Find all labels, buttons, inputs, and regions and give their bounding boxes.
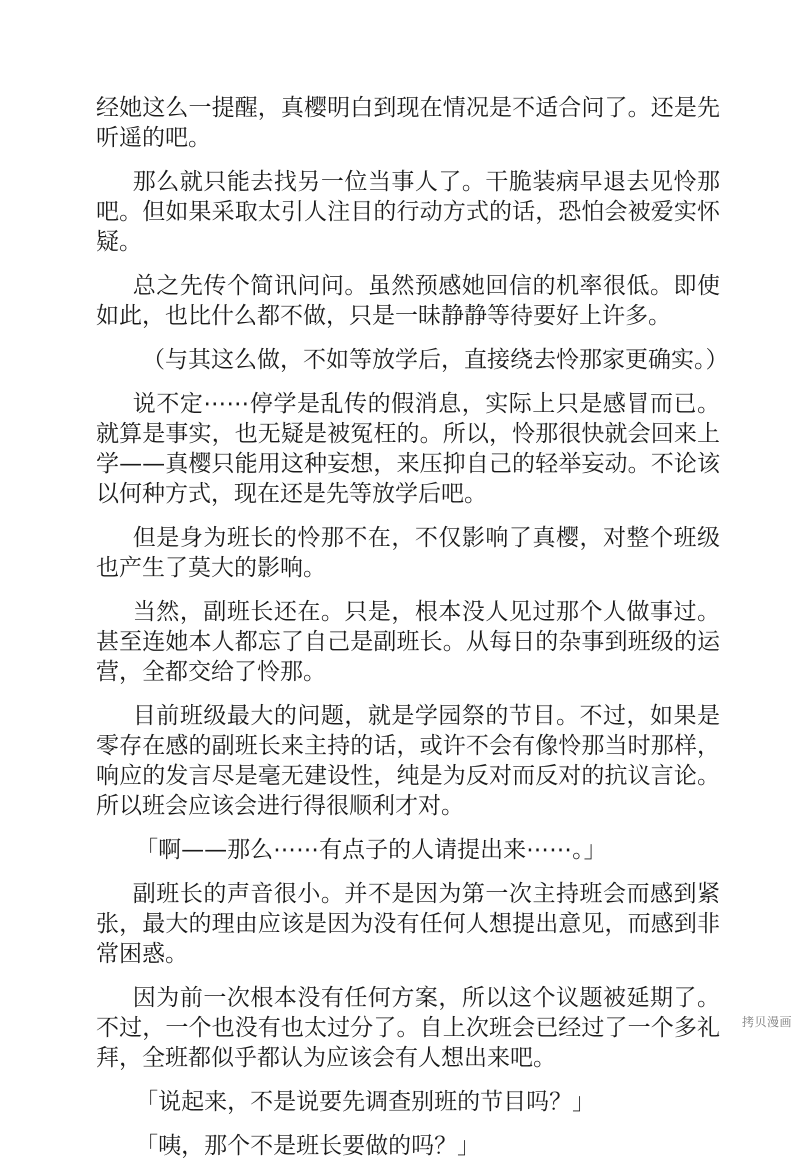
watermark: 拷贝漫画 bbox=[741, 1015, 792, 1029]
paragraph-2: 那么就只能去找另一位当事人了。干脆装病早退去见怜那吧。但如果采取太引人注目的行动方式的话，恐怕会被爱实怀疑。 bbox=[96, 169, 720, 255]
paragraph-7: 当然，副班长还在。只是，根本没人见过那个人做事过。甚至连她本人都忘了自己是副班长。从每日的杂事到班级的运营，全都交给了怜那。 bbox=[96, 599, 720, 685]
paragraph-11: 因为前一次根本没有任何方案，所以这个议题被延期了。不过，一个也没有也太过分了。自上次班会已经过了一个多礼拜，全班都似乎都认为应该会有人想出来吧。 bbox=[96, 985, 720, 1071]
paragraph-12-dialogue: 「说起来，不是说要先调查别班的节目吗？」 bbox=[135, 1089, 596, 1115]
paragraph-6: 但是身为班长的怜那不在，不仅影响了真樱，对整个班级也产生了莫大的影响。 bbox=[96, 525, 720, 581]
paragraph-13-dialogue: 「咦，那个不是班长要做的吗？」 bbox=[135, 1133, 481, 1159]
paragraph-9-dialogue: 「啊——那么⋯⋯有点子的人请提出来⋯⋯。」 bbox=[135, 837, 607, 863]
document-page bbox=[96, 93, 729, 1175]
paragraph-5: 说不定⋯⋯停学是乱传的假消息，实际上只是感冒而已。就算是事实，也无疑是被冤枉的。所以，怜那很快就会回来上学——真樱只能用这种妄想，来压抑自己的轻举妄动。不论该以何种方式，现在还是先等放学后吧。 bbox=[96, 391, 720, 507]
paragraph-1: 经她这么一提醒，真樱明白到现在情况是不适合问了。还是先听遥的吧。 bbox=[96, 95, 720, 151]
paragraph-10: 副班长的声音很小。并不是因为第一次主持班会而感到紧张，最大的理由应该是因为没有任何人想提出意见，而感到非常困惑。 bbox=[96, 881, 720, 967]
paragraph-8: 目前班级最大的问题，就是学园祭的节目。不过，如果是零存在感的副班长来主持的话，或许不会有像怜那当时那样，响应的发言尽是毫无建设性，纯是为反对而反对的抗议言论。所以班会应该会进行得很顺利才对。 bbox=[96, 703, 720, 819]
paragraph-4-inner-thought: （与其这么做，不如等放学后，直接绕去怜那家更确实。） bbox=[142, 347, 729, 373]
paragraph-3: 总之先传个简讯问问。虽然预感她回信的机率很低。即使如此，也比什么都不做，只是一昧静静等待要好上许多。 bbox=[96, 273, 720, 329]
